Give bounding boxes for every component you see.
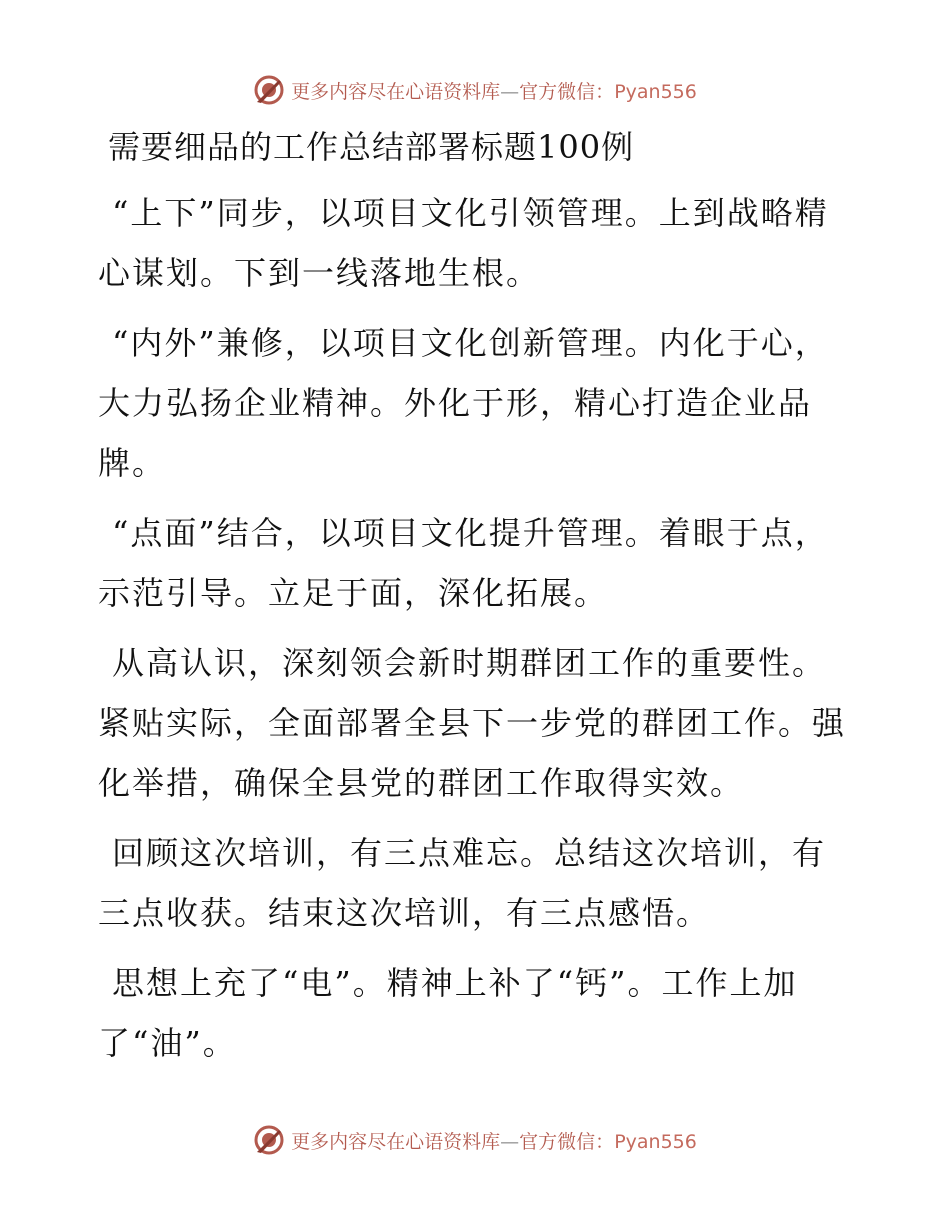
paragraph: “点面”结合，以项目文化提升管理。着眼于点，示范引导。立足于面，深化拓展。 — [98, 514, 829, 612]
banner-wechat-handle: Pyan556 — [614, 1130, 697, 1153]
banner-wechat-label: 官方微信： — [519, 1130, 615, 1153]
banner-promo: 更多内容尽在心语资料库 — [291, 1130, 501, 1153]
banner-text — [291, 1127, 697, 1154]
banner-promo: 更多内容尽在心语资料库 — [291, 80, 501, 103]
quill-seal-icon — [253, 1124, 285, 1156]
footer-banner — [0, 1120, 950, 1160]
banner-separator: — — [500, 80, 520, 103]
banner-wechat-handle: Pyan556 — [614, 80, 697, 103]
quill-seal-icon — [253, 74, 285, 106]
document-title: 需要细品的工作总结部署标题100例 — [108, 128, 635, 166]
paragraph: 从高认识，深刻领会新时期群团工作的重要性。紧贴实际，全面部署全县下一步党的群团工作。强化举措，确保全县党的群团工作取得实效。 — [98, 644, 847, 802]
document-body — [98, 125, 850, 1083]
header-banner — [0, 70, 950, 110]
paragraph: “上下”同步，以项目文化引领管理。上到战略精心谋划。下到一线落地生根。 — [98, 194, 829, 292]
banner-separator: — — [500, 1130, 520, 1153]
paragraph: 思想上充了“电”。精神上补了“钙”。工作上加了“油”。 — [98, 964, 798, 1062]
paragraph: “内外”兼修，以项目文化创新管理。内化于心，大力弘扬企业精神。外化于形，精心打造企业品牌。 — [98, 324, 829, 482]
banner-text — [291, 77, 697, 104]
banner-wechat-label: 官方微信： — [519, 80, 615, 103]
paragraph: 回顾这次培训，有三点难忘。总结这次培训，有三点收获。结束这次培训，有三点感悟。 — [98, 834, 827, 932]
